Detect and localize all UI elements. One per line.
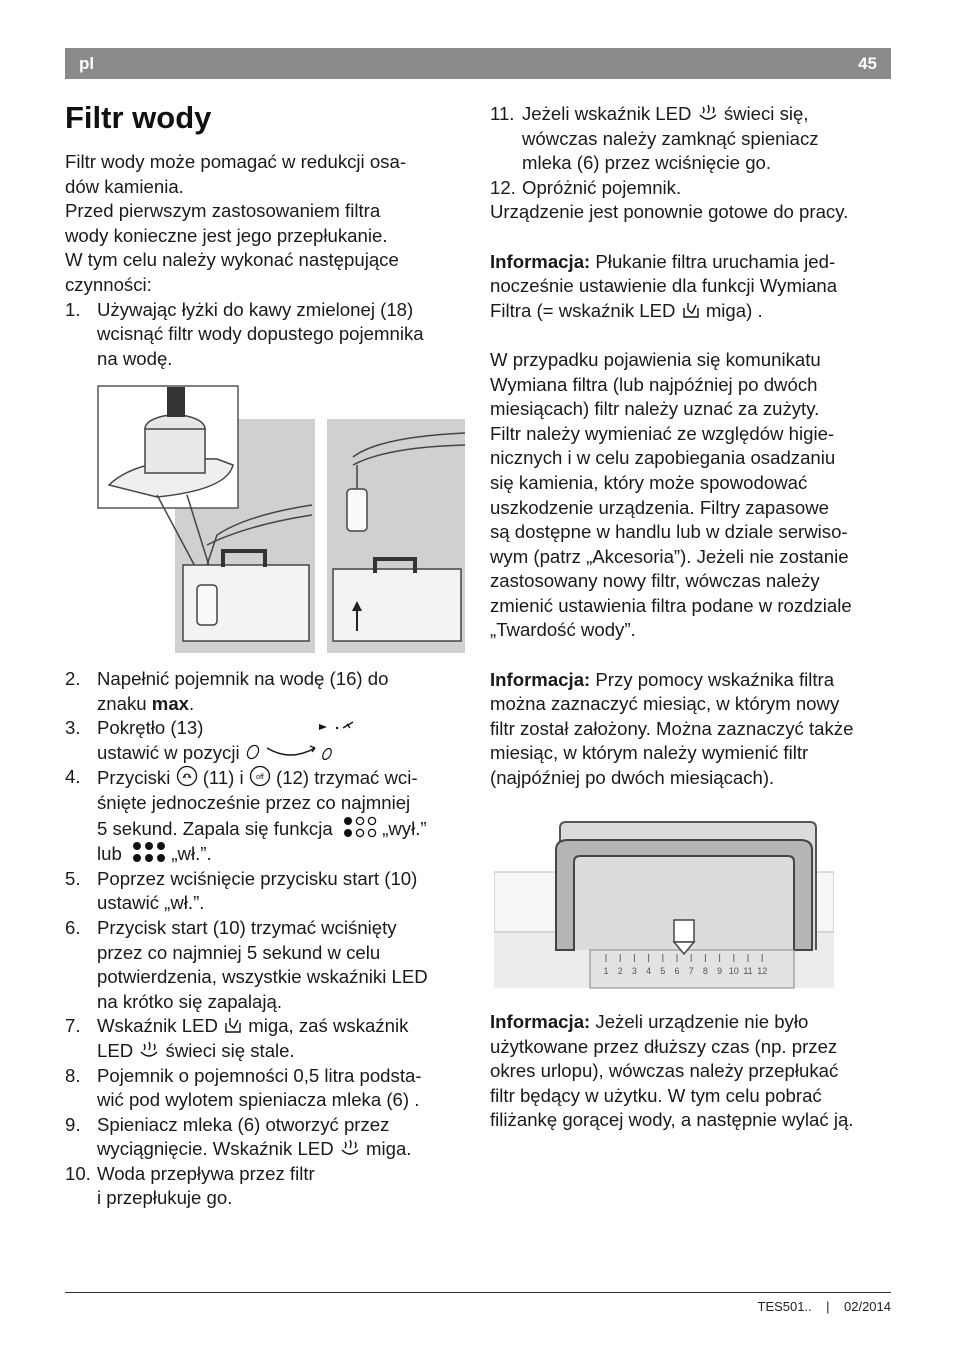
- filter-led-icon: [681, 300, 701, 320]
- info-text: (najpóźniej po dwóch miesiącach).: [490, 767, 775, 789]
- step-5: [65, 867, 465, 916]
- step-text-part: lub: [97, 843, 122, 865]
- step-text: [97, 741, 465, 766]
- step-number: 8.: [65, 1064, 81, 1086]
- step-text: [97, 841, 465, 867]
- filter-led-icon: [223, 1015, 243, 1035]
- info-text: użytkowane przez dłuższy czas (np. przez: [490, 1035, 838, 1057]
- intro-line: dów kamienia.: [65, 175, 184, 197]
- step-text: [97, 716, 465, 741]
- step-text-part: Jeżeli wskaźnik LED: [522, 103, 692, 124]
- step-text: Woda przepływa przez filtr: [97, 1162, 315, 1184]
- info-note-3: [490, 1010, 894, 1133]
- step-text: Opróżnić pojemnik.: [522, 176, 682, 198]
- step-text-part: (12) trzymać wci-: [276, 767, 418, 789]
- step-text-part: 5 sekund. Zapala się funkcja: [97, 817, 333, 839]
- left-column-top: [65, 150, 465, 371]
- info-text: Filtra (= wskaźnik LED: [490, 299, 676, 321]
- header-bar: [65, 48, 891, 79]
- step-6: [65, 916, 465, 1014]
- step-text: Pojemnik o pojemności 0,5 litra podsta-: [97, 1064, 422, 1086]
- info-text: Jeżeli urządzenie nie było: [595, 1011, 809, 1032]
- step-text: [97, 1039, 465, 1064]
- intro-line: W tym celu należy wykonać następujące: [65, 249, 399, 271]
- info-note-1: [490, 250, 894, 324]
- off-button-icon: [249, 765, 271, 787]
- led-dots-on-icon: [132, 841, 166, 863]
- steam-led-icon: [138, 1040, 160, 1060]
- step-number: 12.: [490, 176, 516, 198]
- step-number: 6.: [65, 916, 81, 938]
- info-label: Informacja:: [490, 1011, 591, 1032]
- knob-position-icon: [317, 718, 357, 734]
- step-text: na krótko się zapalają.: [97, 990, 283, 1012]
- step-text: [97, 1137, 465, 1162]
- paragraph-line: zmienić ustawienia filtra podane w rozdziale: [490, 594, 852, 616]
- steps-list-part1: [65, 298, 465, 372]
- step-text-part: Pokrętło (13): [97, 717, 204, 739]
- step-text: Poprzez wciśnięcie przycisku start (10): [97, 867, 418, 889]
- scale-number: 10: [728, 966, 739, 976]
- step-text: [97, 765, 465, 791]
- step-text: Przycisk start (10) trzymać wciśnięty: [97, 916, 397, 938]
- svg-text:off: off: [256, 774, 264, 782]
- step-text: mleka (6) przez wciśnięcie go.: [522, 152, 772, 174]
- step-text-part: Przyciski: [97, 767, 171, 789]
- paragraph-line: są dostępne w handlu lub w dziale serwiso-: [490, 521, 848, 543]
- step-text-part: LED: [97, 1039, 134, 1061]
- filter-month-indicator-illustration: [494, 820, 834, 990]
- step-4: [65, 765, 465, 866]
- step-number: 11.: [490, 103, 515, 124]
- step-number: 7.: [65, 1015, 81, 1037]
- info-text: filiżankę gorącej wody, a następnie wylać ją.: [490, 1109, 854, 1131]
- steam-led-icon: [339, 1138, 361, 1158]
- print-date: 02/2014: [844, 1299, 891, 1314]
- step-number: 1.: [65, 298, 81, 320]
- footer-separator: |: [826, 1299, 830, 1314]
- step-text-part: Wskaźnik LED: [97, 1015, 218, 1037]
- step-number: 9.: [65, 1113, 81, 1135]
- info-text: miesiąc, w którym należy wymienić filtr: [490, 742, 809, 764]
- steam-button-icon: [176, 765, 198, 787]
- info-note-2: [490, 668, 894, 791]
- info-text: miga) .: [705, 299, 763, 321]
- step-text-part: .: [189, 692, 195, 714]
- info-text: można zaznaczyć miesiąc, w którym nowy: [490, 693, 840, 715]
- step-10: [65, 1162, 465, 1211]
- scale-number: 2: [617, 966, 623, 976]
- step-number: 4.: [65, 766, 81, 788]
- info-text: Przy pomocy wskaźnika filtra: [595, 668, 835, 690]
- step-text-part: znaku: [97, 692, 152, 714]
- info-text: Płukanie filtra uruchamia jed-: [595, 250, 836, 272]
- step-text: Używając łyżki do kawy zmielonej (18): [97, 298, 414, 320]
- step-text-part: „wył.”: [382, 817, 427, 839]
- step-text: Spieniacz mleka (6) otworzyć przez: [97, 1113, 390, 1135]
- step-text-part: (11) i: [202, 767, 244, 789]
- step-text: ustawić „wł.”.: [97, 892, 205, 914]
- step-text: na wodę.: [97, 347, 173, 369]
- scale-number: 3: [631, 966, 637, 976]
- step-text: śnięte jednocześnie przez co najmniej: [97, 791, 411, 813]
- step-text-part: ustawić w pozycji: [97, 741, 240, 763]
- step-text: [97, 692, 465, 717]
- step-number: 2.: [65, 668, 81, 689]
- info-label: Informacja:: [490, 250, 591, 272]
- step-number: 10.: [65, 1162, 91, 1184]
- step-11: [490, 102, 894, 176]
- footer-divider: [65, 1292, 891, 1293]
- paragraph-line: nicznych i w celu zapobiegania osadzaniu: [490, 447, 836, 469]
- intro-line: czynności:: [65, 273, 152, 295]
- steps-list-part3: [490, 102, 894, 200]
- paragraph-line: się kamienia, który może spowodować: [490, 471, 808, 493]
- step-12: [490, 176, 894, 201]
- steps-list-part2: [65, 667, 465, 1211]
- scale-number: 8: [702, 966, 708, 976]
- step-7: [65, 1014, 465, 1063]
- step-text: wić pod wylotem spieniacza mleka (6) .: [97, 1089, 420, 1111]
- step-text: wcisnąć filtr wody dopustego pojemnika: [97, 323, 424, 345]
- intro-line: Filtr wody może pomagać w redukcji osa-: [65, 151, 407, 172]
- footer: [758, 1299, 892, 1314]
- led-dots-off-icon: [343, 816, 377, 838]
- scale-number: 4: [646, 966, 652, 976]
- step-2: [65, 667, 465, 716]
- scale-number: 5: [660, 966, 666, 976]
- intro-line: Przed pierwszym zastosowaniem filtra: [65, 200, 381, 222]
- paragraph-line: Filtr należy wymieniać ze względów higie-: [490, 422, 835, 444]
- scale-number: 6: [674, 966, 680, 976]
- step-text: wówczas należy zamknąć spieniacz: [522, 127, 819, 149]
- scale-number: 9: [717, 966, 723, 976]
- step-text: i przepłukuje go.: [97, 1187, 233, 1209]
- step-text-part: miga, zaś wskaźnik: [248, 1015, 409, 1037]
- step-text: Napełnić pojemnik na wodę (16) do: [97, 668, 389, 689]
- right-column: [490, 102, 894, 791]
- step-text-part: świeci się stale.: [165, 1039, 295, 1061]
- page-number: 45: [858, 54, 877, 73]
- filter-replacement-paragraph: [490, 348, 894, 643]
- info-label: Informacja:: [490, 668, 591, 690]
- paragraph-line: W przypadku pojawienia się komunikatu: [490, 348, 821, 370]
- filter-insertion-illustration: [97, 385, 465, 655]
- scale-number: 11: [743, 966, 753, 976]
- step-text: [97, 1014, 465, 1039]
- step-8: [65, 1064, 465, 1113]
- steam-led-icon: [697, 103, 719, 123]
- paragraph-line: uszkodzenie urządzenia. Filtry zapasowe: [490, 496, 829, 518]
- paragraph-line: miesiącach) filtr należy uznać za zużyty.: [490, 398, 820, 420]
- intro-line: wody konieczne jest jego przepłukanie.: [65, 224, 388, 246]
- max-mark: max: [151, 692, 190, 714]
- dial-arc-icon: [245, 742, 337, 762]
- step-number: 5.: [65, 867, 81, 889]
- step-text: potwierdzenia, wszystkie wskaźniki LED: [97, 966, 428, 988]
- model-number: TES501..: [757, 1299, 812, 1314]
- paragraph-line: wym (patrz „Akcesoria”). Jeżeli nie zostanie: [490, 545, 849, 567]
- scale-number: 1: [603, 966, 609, 976]
- step-3: [65, 716, 465, 765]
- step-text: przez co najmniej 5 sekund w celu: [97, 941, 381, 963]
- step-text: [522, 102, 894, 127]
- scale-number: 7: [688, 966, 694, 976]
- paragraph-line: Wymiana filtra (lub najpóźniej po dwóch: [490, 373, 818, 395]
- info-text: filtr został założony. Można zaznaczyć także: [490, 717, 854, 739]
- step-text: [97, 816, 465, 842]
- step-text-part: miga.: [365, 1138, 412, 1160]
- step-text-part: świeci się,: [723, 103, 809, 124]
- page-title: Filtr wody: [65, 100, 212, 135]
- scale-number: 12: [757, 966, 768, 976]
- info-text: okres urlopu), wówczas należy przepłukać: [490, 1060, 839, 1082]
- left-column-bottom: [65, 667, 465, 1211]
- language-code: pl: [79, 54, 95, 73]
- info-text: nocześnie ustawienie dla funkcji Wymiana: [490, 275, 838, 297]
- info-text: filtr będący w użytku. W tym celu pobrać: [490, 1084, 822, 1106]
- step-1: [65, 298, 465, 372]
- intro-paragraph: [65, 150, 465, 298]
- paragraph-line: zastosowany nowy filtr, wówczas należy: [490, 570, 820, 592]
- ready-text: Urządzenie jest ponownie gotowe do pracy.: [490, 201, 849, 223]
- step-9: [65, 1113, 465, 1162]
- step-number: 3.: [65, 717, 81, 739]
- paragraph-line: „Twardość wody”.: [490, 619, 636, 641]
- step-text-part: wyciągnięcie. Wskaźnik LED: [97, 1138, 334, 1160]
- step-text-part: „wł.”.: [171, 843, 212, 865]
